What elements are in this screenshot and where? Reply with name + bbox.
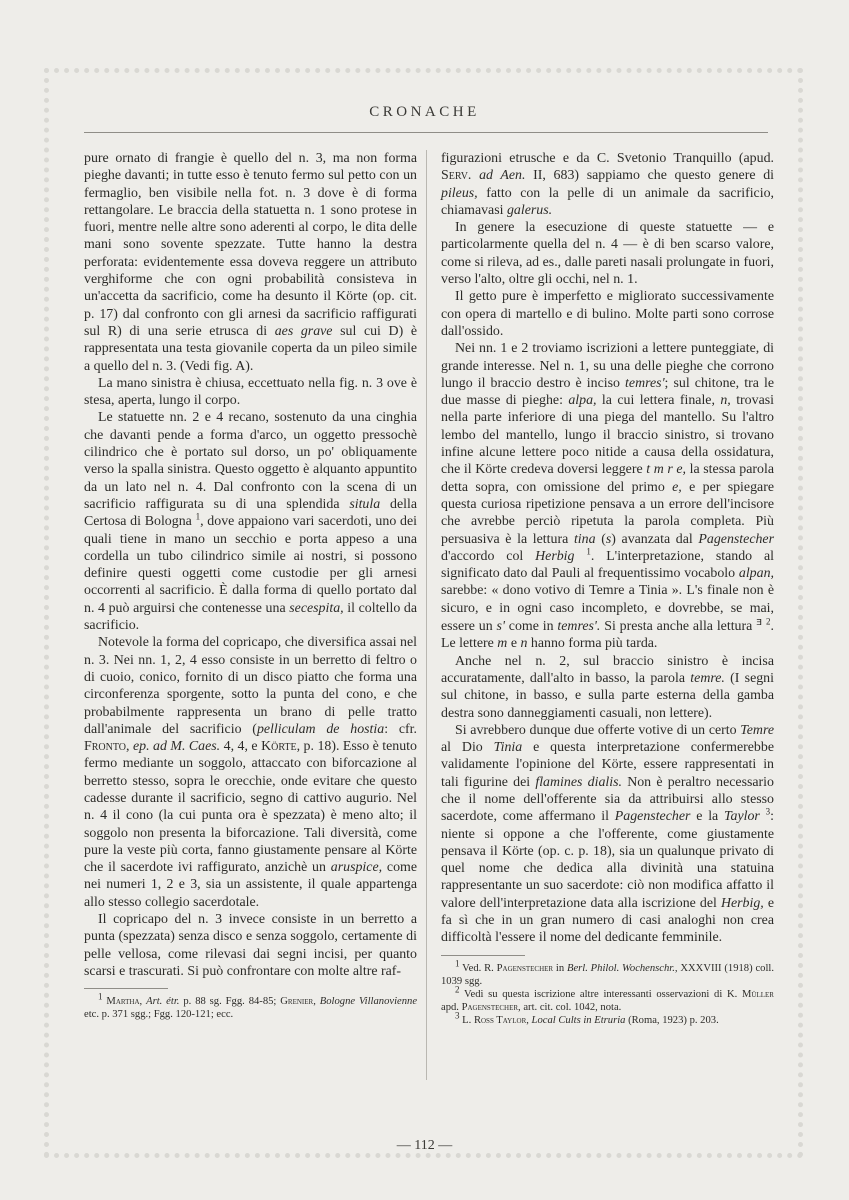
running-header: CRONACHE <box>369 104 480 120</box>
footnote-ref: 2 <box>766 616 771 627</box>
paragraph: Anche nel n. 2, sul braccio sinistro è incisa accuratamente, dall'alto in basso, la parola temre. (I segni sul chitone, in basso, e sulla parte esterna della gamba destra sono danneggiamenti casuali, non lettere). <box>441 653 774 721</box>
header-rule <box>84 132 768 133</box>
paragraph: Il getto pure è imperfetto e migliorato successivamente con opera di martello e di bulino. Molte parti sono corrose dall'ossido. <box>441 289 774 339</box>
paragraph: Le statuette nn. 2 e 4 recano, sostenuto da una cinghia che davanti pende a forma d'arco, un oggetto pressochè cilindrico che è portato sul dorso, un po' obliquamente verso la spalla sinistra. Questo oggetto è alquanto appuntito da un lato nel n. 4. Dal confronto con la scena di un sacrificio raffigurata su di una splendida situla della Certosa di Bologna $^1$, dove appaiono vari sacerdoti, uno dei quali tiene in mano un secchio e porta appeso a una cordella un tubo cilindrico simile ai nostri, si possono definire questi oggetti come custodie per gli arnesi occorrenti al sacrificio. È dalla forma di quello portato dal n. 4 può arguirsi che contenesse una secespita, il coltello da sacrificio. <box>84 410 417 634</box>
paragraph: Notevole la forma del copricapo, che diversifica assai nel n. 3. Nei nn. 1, 2, 4 esso consiste in un berretto di feltro o di cuoio, conico, fornito di un disco piatto che forma una circonferenza sporgente, sotto la punta del cono, e che probabilmente rappresenta un brano di pelle tratto dall'animale del sacrificio (pelliculam de hostia: cfr. Fronto, ep. ad M. Caes. 4, 4, e Körte, p. 18). Esso è tenuto fermo mediante un soggolo, attaccato con biforcazione al berretto stesso, sopra le orecchie, onde evitare che questo cadesse durante il sacrificio, segno di cattivo augurio. Nel n. 4 il cono (la cui punta ora è spezzata) è meno alto; il soggolo non presenta la biforcazione. Tali diversità, come pure la veste più corta, fanno giustamente pensare al Körte che il sacerdote ivi raffigurato, anzichè un aruspice, come nei numeri 1, 2 e 3, sia un assistente, il quale appartenga allo stesso collegio sacerdotale. <box>84 635 417 910</box>
right-column <box>441 150 774 1027</box>
footnote-ref: 1 <box>586 546 591 557</box>
footnote-rule <box>441 955 525 956</box>
footnote: $^1$ Martha, Art. étr. p. 88 sg. Fgg. 84-85; Grenier, Bologne Villanovienne etc. p. 371 sgg.; Fgg. 120-121; ecc. <box>84 991 418 1021</box>
paragraph: Si avrebbero dunque due offerte votive di un certo Temre al Dio Tinia e questa interpretazione confermerebbe validamente l'opinione del Körte, essere rappresentati in tali figurine dei flamines dialis. Non è peraltro necessario che il nome dell'offerente sia da attribuirsi allo stesso sacerdote, come affermano il Pagenstecher e la Taylor $^3$: niente si oppone a che l'offerente, come giustamente pensava il Körte (op. c. p. 18), sia un qualunque privato di quel nome che dedica alla divinità una statuina rappresentante un suo sacerdote: ciò non modifica affatto il valore dell'interpretazione data alla iscrizione del Herbig, e fa sì che in un gran numero di casi analoghi non crea difficoltà l'essere il nome del dedicante femminile. <box>441 722 775 946</box>
paragraph: La mano sinistra è chiusa, eccettuato nella fig. n. 3 ove è stesa, aperta, lungo il corpo. <box>84 375 417 409</box>
footnote: $^2$ Vedi su questa iscrizione altre interessanti osservazioni di K. Müller apd. Pagenstecher, art. cit. col. 1042, nota. <box>441 984 774 1013</box>
footnote-ref: 3 <box>765 806 771 817</box>
paragraph: In genere la esecuzione di queste statuette — e particolarmente quella del n. 4 — è di ben scarso valore, come si rileva, ad es., dalle pareti nasali prolungate in fuori, verso l'alto, oltre gli occhi, nel n. 1. <box>441 220 774 288</box>
page-number: — 112 — <box>396 1138 453 1153</box>
paragraph: Il copricapo del n. 3 invece consiste in un berretto a punta (spezzata) senza disco e senza soggolo, certamente di pelle vellosa, come rilevasi dai segni incisi, per quanto scarsi e trascurati. Si può confrontare con molte altre raf- <box>84 912 417 979</box>
paragraph: Nei nn. 1 e 2 troviamo iscrizioni a lettere punteggiate, di grande interesse. Nel n. 1, su una delle pieghe che corrono lungo il braccio destro è inciso temres'; sul chitone, tra le due masse di pieghe: alpa, la cui lettera finale, n, trovasi nella parte inferiore di una piega del mantello. Su l'altro lembo del mantello, lungo il braccio sinistro, si trovano infine alcune lettere poco nitide a causa della ossidatura, che il Körte credeva doversi leggere t m r e, la stessa parola detta sopra, con omissione del primo e, e per spiegare questa curiosa ripetizione pensava a un errore dell'incisore che avrebbe perciò ripetuta la parola completa. Più persuasiva è la lettura tina (s) avanzata dal Pagenstecher d'accordo col Herbig $^1$. L'interpretazione, stando al significato dato dal Pauli al frequentissimo vocabolo alpan, sarebbe: « dono votivo di Temre a Tinia ». L's finale non è sicuro, e in ogni caso incompleto, e dovrebbe, se mai, essere un s' come in temres'. Si presta anche alla lettura ᴲ $^2$. Le lettere m e n hanno forma più tarda. <box>441 341 775 652</box>
left-column <box>84 150 417 1021</box>
footnote: $^1$ Ved. R. Pagenstecher in Berl. Philol. Wochenschr., XXXVIII (1918) coll. 1039 sgg. <box>441 958 774 987</box>
paragraph: pure ornato di frangie è quello del n. 3, ma non forma pieghe davanti; in tutte esso è tenuto fermo sul petto con un fermaglio, ben visibile nella fot. n. 3 dove è di forma rettangolare. Le braccia della statuetta n. 1 sono protese in fuori, mentre nelle altre sono aderenti al corpo, le dita delle mani sono sovente spezzate. Tutte hanno la destra perforata: evidentemente essa doveva reggere un attributo verghiforme che con ogni probabilità consisteva in un'accetta da sacrificio, come ha desunto il Körte (op. cit. p. 17) dal confronto con gli arnesi da sacrificio raffigurati sul R) di una serie etrusca di aes grave sul cui D) è rappresentata una testa giovanile coperta da un pileo simile a quello del n. 3. (Vedi fig. A). <box>84 151 417 374</box>
footnote-ref: 1 <box>195 511 201 522</box>
column-divider <box>426 150 427 1080</box>
etruscan-letter-glyph: ᴲ <box>756 616 763 635</box>
paragraph: figurazioni etrusche e da C. Svetonio Tranquillo (apud. Serv. ad Aen. II, 683) sappiamo che questo genere di pileus, fatto con la pelle di un animale da sacrificio, chiamavasi galerus. <box>441 151 774 218</box>
footnote-rule <box>84 988 168 989</box>
footnote: $^3$ L. Ross Taylor, Local Cults in Etruria (Roma, 1923) p. 203. <box>455 1010 719 1026</box>
